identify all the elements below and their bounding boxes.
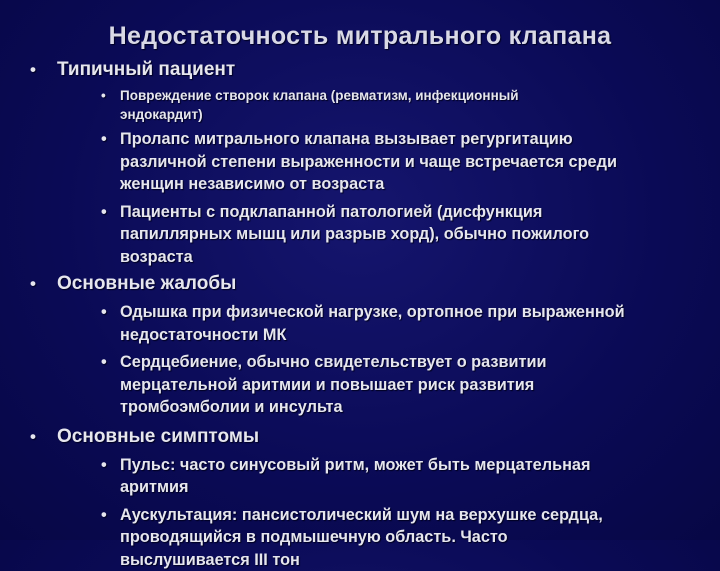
bullet-list	[0, 86, 720, 268]
list-item-line: тромбоэмболии и инсульта	[120, 396, 690, 419]
list-item-line: папиллярных мышц или разрыв хорд), обычно пожилого	[120, 223, 690, 246]
bullet-list	[0, 454, 720, 571]
list-item	[0, 301, 720, 346]
list-item-line: аритмия	[120, 476, 690, 499]
list-item-line: Пульс: часто синусовый ритм, может быть мерцательная	[120, 454, 690, 477]
bullet-icon: •	[101, 301, 107, 324]
bullet-icon: •	[101, 201, 107, 224]
list-item-line: Пролапс митрального клапана вызывает регургитацию	[120, 128, 690, 151]
section-heading-text: Основные жалобы	[57, 273, 236, 294]
bullet-icon: •	[101, 86, 106, 105]
bullet-icon: •	[30, 425, 36, 449]
bullet-list	[0, 301, 720, 419]
list-item-line: различной степени выраженности и чаще встречается среди	[120, 151, 690, 174]
list-item-line: женщин независимо от возраста	[120, 173, 690, 196]
list-item-line: возраста	[120, 246, 690, 269]
list-item	[0, 128, 720, 196]
list-item-line: Сердцебиение, обычно свидетельствует о развитии	[120, 351, 690, 374]
list-item-line: Аускультация: пансистолический шум на верхушке сердца,	[120, 504, 690, 527]
list-item-line: Одышка при физической нагрузке, ортопное при выраженной	[120, 301, 690, 324]
list-item	[0, 86, 720, 124]
list-item-line: Повреждение створок клапана (ревматизм, инфекционный	[120, 86, 690, 105]
bullet-icon: •	[101, 351, 107, 374]
bullet-icon: •	[101, 504, 107, 527]
list-item-line: Пациенты с подклапанной патологией (дисфункция	[120, 201, 690, 224]
section-heading	[0, 58, 720, 82]
list-item	[0, 454, 720, 499]
section-typical-patient	[0, 58, 720, 268]
list-item-line: мерцательной аритмии и повышает риск развития	[120, 374, 690, 397]
section-heading-text: Основные симптомы	[57, 426, 259, 447]
bullet-icon: •	[101, 128, 107, 151]
list-item-line: выслушивается III тон	[120, 549, 690, 571]
section-main-symptoms	[0, 425, 720, 571]
list-item	[0, 351, 720, 419]
list-item-line: проводящийся в подмышечную область. Часто	[120, 526, 690, 549]
section-main-complaints	[0, 272, 720, 419]
bullet-icon: •	[101, 454, 107, 477]
section-heading	[0, 425, 720, 449]
slide-content	[0, 58, 720, 571]
bullet-icon: •	[30, 58, 36, 82]
list-item-line: эндокардит)	[120, 105, 690, 124]
slide-title: Недостаточность митрального клапана	[0, 22, 720, 51]
list-item	[0, 504, 720, 571]
section-heading-text: Типичный пациент	[57, 59, 235, 80]
list-item	[0, 201, 720, 269]
bullet-icon: •	[30, 272, 36, 296]
section-heading	[0, 272, 720, 296]
list-item-line: недостаточности МК	[120, 324, 690, 347]
